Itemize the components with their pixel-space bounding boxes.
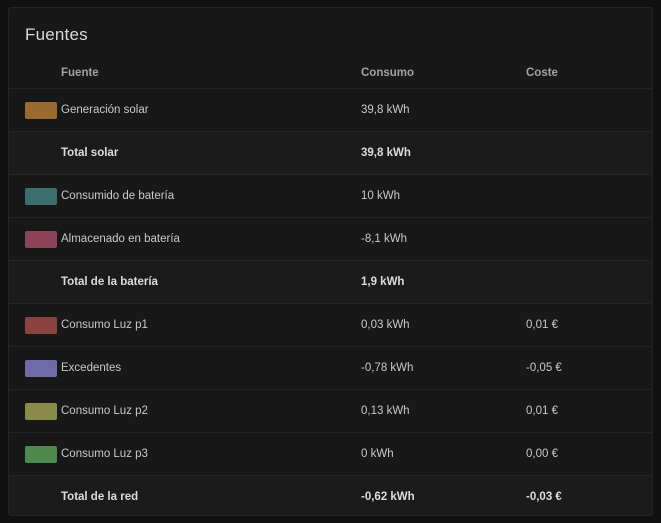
- series-color-cell: [9, 261, 61, 304]
- cell-cost: [526, 175, 653, 218]
- cell-consumption: 10 kWh: [361, 175, 526, 218]
- table-row[interactable]: [9, 476, 653, 517]
- cell-cost: 0,00 €: [526, 433, 653, 476]
- table-row[interactable]: [9, 132, 653, 175]
- cell-source-name: Consumo Luz p1: [61, 304, 361, 347]
- table-row[interactable]: [9, 175, 653, 218]
- series-color-cell: [9, 433, 61, 476]
- series-color-swatch-wrap: [9, 317, 61, 334]
- cell-consumption: 1,9 kWh: [361, 261, 526, 304]
- series-color-swatch[interactable]: [25, 317, 57, 334]
- series-color-swatch[interactable]: [25, 403, 57, 420]
- table-row[interactable]: [9, 390, 653, 433]
- cell-consumption: -0,78 kWh: [361, 347, 526, 390]
- series-color-cell: [9, 175, 61, 218]
- series-color-swatch-wrap: [9, 188, 61, 205]
- series-color-swatch-wrap: [9, 403, 61, 420]
- header-source[interactable]: Fuente: [61, 59, 361, 89]
- cell-consumption: 0,03 kWh: [361, 304, 526, 347]
- table-header-row: [9, 59, 653, 89]
- header-swatch-spacer: [9, 59, 61, 89]
- series-color-swatch-wrap: [9, 231, 61, 248]
- cell-cost: 0,01 €: [526, 304, 653, 347]
- table-row[interactable]: [9, 89, 653, 132]
- cell-cost: [526, 218, 653, 261]
- table-row[interactable]: [9, 218, 653, 261]
- cell-source-name: Total de la batería: [61, 261, 361, 304]
- cell-consumption: 0,13 kWh: [361, 390, 526, 433]
- series-color-cell: [9, 347, 61, 390]
- sources-table: [9, 59, 653, 516]
- series-color-swatch[interactable]: [25, 188, 57, 205]
- cell-cost: -0,03 €: [526, 476, 653, 517]
- cell-consumption: 39,8 kWh: [361, 132, 526, 175]
- cell-source-name: Consumido de batería: [61, 175, 361, 218]
- cell-consumption: -8,1 kWh: [361, 218, 526, 261]
- series-color-swatch[interactable]: [25, 102, 57, 119]
- cell-source-name: Consumo Luz p3: [61, 433, 361, 476]
- cell-source-name: Total solar: [61, 132, 361, 175]
- series-color-cell: [9, 304, 61, 347]
- series-color-swatch[interactable]: [25, 360, 57, 377]
- table-row[interactable]: [9, 304, 653, 347]
- cell-source-name: Total de la red: [61, 476, 361, 517]
- series-color-swatch-wrap: [9, 360, 61, 377]
- cell-consumption: 0 kWh: [361, 433, 526, 476]
- cell-cost: [526, 89, 653, 132]
- series-color-swatch-wrap: [9, 102, 61, 119]
- table-body: [9, 89, 653, 517]
- series-color-cell: [9, 390, 61, 433]
- header-consumption[interactable]: Consumo: [361, 59, 526, 89]
- cell-cost: -0,05 €: [526, 347, 653, 390]
- sources-panel: [8, 7, 653, 516]
- table-header: [9, 59, 653, 89]
- header-cost[interactable]: Coste: [526, 59, 653, 89]
- series-color-cell: [9, 89, 61, 132]
- series-color-swatch[interactable]: [25, 446, 57, 463]
- table-row[interactable]: [9, 433, 653, 476]
- cell-source-name: Almacenado en batería: [61, 218, 361, 261]
- series-color-swatch-wrap: [9, 446, 61, 463]
- cell-source-name: Consumo Luz p2: [61, 390, 361, 433]
- series-color-cell: [9, 476, 61, 517]
- cell-source-name: Excedentes: [61, 347, 361, 390]
- series-color-cell: [9, 218, 61, 261]
- cell-cost: 0,01 €: [526, 390, 653, 433]
- cell-cost: [526, 132, 653, 175]
- cell-consumption: 39,8 kWh: [361, 89, 526, 132]
- panel-title: Fuentes: [25, 25, 88, 44]
- cell-source-name: Generación solar: [61, 89, 361, 132]
- cell-consumption: -0,62 kWh: [361, 476, 526, 517]
- series-color-cell: [9, 132, 61, 175]
- table-row[interactable]: [9, 347, 653, 390]
- series-color-swatch[interactable]: [25, 231, 57, 248]
- table-row[interactable]: [9, 261, 653, 304]
- cell-cost: [526, 261, 653, 304]
